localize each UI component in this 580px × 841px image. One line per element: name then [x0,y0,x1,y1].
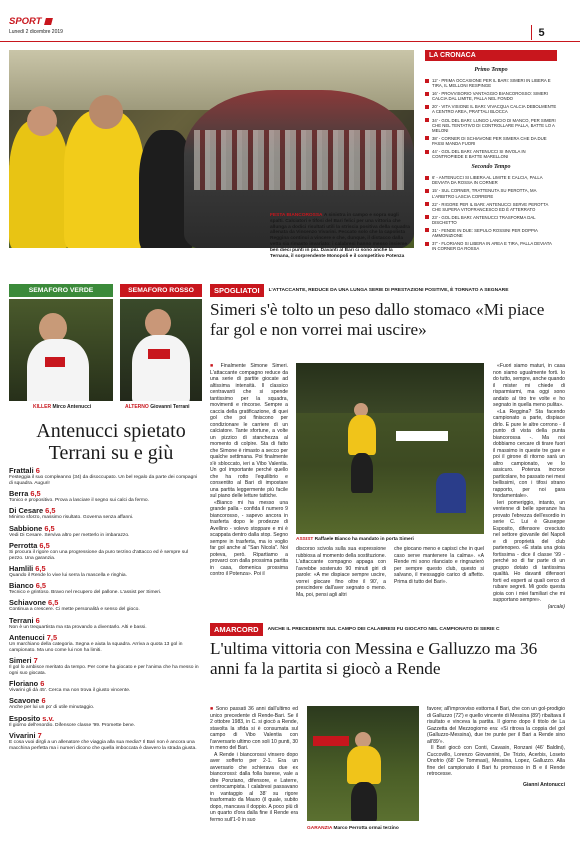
cronaca-text: 38' - CORNER DI SCHIAVONE PER SIMERA CHE DA DUE PASSI MANDA FUORI [432,135,547,146]
ratings-list [9,467,202,755]
article1-col3: che giocano meno e capisci che in quel caso serve mantenere la calma». «A Rende mi sono rilanciato e ringrazierò per sempre questo club, questo si salvano, il messaggio carico di affetto. Prima di tutto del Bari». [394,546,484,585]
rating-item [9,490,202,504]
article2-kicker-row [210,623,558,636]
cronaca-text: 34' - GOL DEL BARI: LUNGO LANCIO DI MANCO, PER SIMERI CHE NEL TENTATIVO DI CONTROLLARE PALLA, BATTE LO A MELONI [432,117,556,133]
player-comment: Tecnico e grintoso. Bravo nel recupero del pallone. L'assist per Simeri. [9,590,162,596]
article1-kicker: SPOGLIATOI [210,284,264,297]
player-name: Vivarini [9,730,36,740]
caption-text: A sinistra in campo e sopra sugli spalti. Calciatori e tifosi del Bari felici per una vittoria che allunga a dodici risultati utili la striscia positiva della squadra allenata da Vincenzo Vivarini. Peccato solo che la capolista Reggina continui a vincere e che, dunque, il distacco dalla vetta sia rimasto invariato: i calabresi hanno messo insieme ben dieci punti in più. Davanti al Bari ci sono anche la Ternana, il sorprendente Monopoli e il competitivo Potenza [270,213,410,259]
rating-player [9,617,202,625]
rating-item [9,697,202,711]
cronaca-item [425,241,557,251]
rating-item [9,467,202,486]
rating-item [9,525,202,539]
cronaca-box [425,50,557,278]
garanzia-text: Marco Perrotta ormai terzino [333,826,399,831]
rating-item [9,657,202,676]
player-score: 6,5 [45,506,56,516]
player-score: 7 [33,656,38,666]
cronaca-item [425,104,557,114]
article1-kicker-row [210,284,558,297]
player-name: Frattali [9,466,34,475]
bullet-icon [425,92,429,96]
assist-tag: ASSIST [296,537,314,542]
rating-item [9,542,202,561]
cronaca-text: 16' - PROVVISORIO VANTAGGIO BIANCOROSSO: SIMERI CALCIA DAL LIMITE, PALLA NEL FONDO [432,91,548,102]
player-name: Sabbione [9,523,43,533]
cronaca-item [425,215,557,225]
brand-logo: SPORT [9,16,42,27]
player-name: Schiavone [9,598,46,608]
player-score: 6,5 [30,489,41,498]
second-half-list [425,175,557,251]
rating-item [9,732,202,751]
killer-photo [9,299,113,401]
ratings-title: Antenucci spietato Terrani su e giù [36,420,186,464]
player-comment: Il gol lo ambisce meritato da tempo. Per come ha giocato e per l'anima che ha messo in ogni suo giocata. [9,665,199,676]
cronaca-item [425,149,557,159]
bullet-icon [425,176,429,180]
cronaca-text: 20' - VITA VISIONE IL BARI: VIVACQUA CALCIA DEBOLMENTE A CENTRO AREA, PRATTALI BLOCCA [432,104,557,115]
cronaca-item [425,188,557,198]
player-score: 6 [41,696,46,706]
assist-text: Raffaele Bianco ha mandato in porta Simeri [314,537,414,542]
player-comment: Non è un trequartista ma sta provando a diventarlo. Alti e bassi. [9,624,147,630]
cronaca-text: 44' - GOL DEL BARI: ANTENUCCI SI INVOLA IN CONTROPIEDE E BATTE MARELLONI [432,149,526,160]
player-score: 6,5 [48,598,59,608]
rating-item [9,680,202,694]
bullet-icon [425,242,429,246]
player-score: 6 [35,615,40,625]
article2-kicker-sub: ANCHE IL PRECEDENTE SUL CAMPO DEI CALABRESI FU GIOCATO NEL CAMPIONATO DI SERIE C [267,627,500,632]
rating-player [9,490,202,498]
cronaca-item [425,228,557,238]
rating-player [9,467,202,475]
semaforo-verde-label: SEMAFORO VERDE [9,284,113,297]
player-comment: E cosa vuoi dirgli a un allenatore che viaggia alla sua media? Il Bari non è ancora una macchina perfetta ma i numeri dicono che quella imboccata è davvero la strada giusta. [9,739,197,751]
bullet-icon [425,215,429,219]
player-score: 6,5 [35,563,46,573]
cronaca-text: 37' - FLORIANO SI LIBERA IN AREA E TIRA, PALLA DEVIATA IN CORNER DA ROSSA [432,241,552,252]
alterno-photo [120,299,202,401]
cronaca-item [425,202,557,212]
rating-item [9,599,202,613]
rating-player [9,634,202,642]
bullet-icon [425,189,429,193]
cronaca-title: LA CRONACA [425,50,557,61]
killer-tag: KILLER [33,404,52,410]
player-comment: Quando il Rende lo vive lui serra la mascella e ringhia. [9,572,127,578]
player-score: 6,5 [39,540,50,550]
page-number-box [531,25,551,40]
bullet-icon [425,228,429,232]
rating-player [9,715,202,723]
cronaca-text: 6' - ANTENUCCI SI LIBERA AL LIMITE E CALCIA, PALLA DEVIATA DA ROSSA IN CORNER [432,175,543,186]
player-comment: Anche per lui un po' di utile minutaggio. [9,705,95,711]
rating-item [9,715,202,729]
player-comment: Si procura il rigore con una progressione da puro terzino d'attacco ed è sempre sul pezzo. Una garanzia. [9,549,188,561]
player-score: 7 [37,730,42,740]
brand-logo-mark [44,18,53,25]
bullet-icon [425,136,429,140]
player-comment: Vivarini gli dà 45'. Cerca ma non trova il giusto vincente. [9,688,131,694]
first-half-label: Primo Tempo [474,67,508,73]
player-score: 6 [40,679,45,689]
rating-player [9,542,202,550]
player-comment: Vedi Di Cesare. Serviva altro per metterlo in imbarazzo. [9,532,130,538]
first-half-list [425,78,557,159]
cronaca-text: 31' - FENDE IN DUE: SEPULO ROSSINI PER DOPPIA AMMONIZIONE [432,227,538,239]
cronaca-text: 23' - GOL DEL BARI: ANTENUCCI TRASFORMA DAL DISCHETTO [432,214,536,225]
killer-caption [33,404,91,410]
bullet-icon [425,150,429,154]
rating-player [9,582,202,590]
alterno-tag: ALTERNO [125,404,149,410]
player-score: 7,5 [46,633,58,643]
article2-col1: ■ Sono passati 36 anni dall'ultimo ed unico precedente di Rende-Bari. Se il 2 ottobre 1983, in C. si giocò a Rende, stavolta la sfida si è consumata sul campo di Vibo Valentia con l'avversario ultimo con soli 10 punti, 30 in meno del Bari. A Rende i biancorossi vinsero dopo aver sofferto per 2-1. Era un avversario che schierava due ex biancorossi: dalla folla barese, vale a dire Ponziano, difensore, e Laterre, centrocampista. I calabresi passavano in vantaggio al 38' su rigore trasformato da Mauro (il quale, subito dopo, mancava il doppio. A poco più di un quarto d'ora dalla fine il Rende era fermo sull'1-0 in suo [210,706,298,823]
player-name: Hamlili [9,563,34,573]
cronaca-text: 15' - SUL CORNER, TRATTENUTA SU PEROTTA, MA L'ARBITRO LASCIA CORRERE [432,188,537,199]
player-name: Floriano [9,679,39,689]
killer-name: Mirco Antenucci [52,404,92,410]
player-comment: Tonico e propositivo. Prova a lasciare il segno sui calci da fermo. [9,498,149,503]
cronaca-text: 12' - PRIMA OCCASIONE PER IL BARI: SIMERI IN LIBERA E TIRA, IL MELLONI RESPINGE [432,78,551,89]
bullet-icon [425,202,429,206]
rating-item [9,617,202,631]
bullet-icon [425,79,429,83]
article1-photo-caption [296,537,414,542]
rating-player [9,680,202,688]
player-score: 6,5 [44,523,55,533]
rating-player [9,657,202,665]
bullet-icon [425,118,429,122]
article2-photo [307,706,419,821]
cronaca-text: 22' - RIGORE PER IL BARI: ANTENUCCI SERVE PEROTTA CHE SUPERA VITOFRANCESCO ED È ATTERRATO [432,201,549,212]
page-header [0,0,580,42]
garanzia-tag: GARANZIA [307,826,333,831]
player-name: Simeri [9,656,32,666]
issue-date: Lunedì 2 dicembre 2019 [9,29,63,35]
cronaca-item [425,118,557,133]
article1-col2: discorso scivola sulla sua espressione rubbiosa al momento della sostituzione. L'attaccante compagno appaga con l'avrebbe sostenuto 90 minuti giri di parole: «A me dispiace sempre uscire, vorrei giocare fino oltre il 90', a prescindere dall'aver segnato o meno. Ma, poi, pensi agli altri [296,546,386,598]
article1-photo [296,363,484,534]
player-name: Bianco [9,581,34,591]
player-comment: Minimo sforzo, massimo risultato. Governa senza affanni. [9,515,134,521]
player-comment: Un marchiano della categoria. Segna e aiuta la squadra. Arriva a quota 13 gol in campionato. Ma uno come lui non ha limiti. [9,642,183,653]
article2-photo-caption [307,826,399,831]
page-number: 5 [538,26,545,39]
cronaca-item [425,91,557,101]
rating-item [9,582,202,596]
alterno-name: Giovanni Terrani [150,404,190,410]
rating-player [9,565,202,573]
player-name: Terrani [9,615,34,625]
article1-headline: Simeri s'è tolto un peso dallo stomaco «Mi piace far gol e non vorrei mai uscire» [210,300,545,339]
rating-player [9,732,202,740]
article1-col1: ■ Finalmente Simone Simeri. L'attaccante compagno reduce da una serie di partite giocate ad altissima intensità. Il classico centravanti che si spende tantissimo per la squadra, movimenti e rincorse. Sempre a caccia della gratificazione, di quei gol che poi finiscono per condizionare le carriere di un calciatore. Tante sfortune, a volte un pizzico di stanchezza al momento di colpire. Sta di fatto che Simone è rimasto a secco per qualche settimana. Poi finalmente s'è sbloccato, ieri a Vibo Valentia. Un gol importante perché quello che ha rotto l'equilibrio e consentito al Bari di impostare una partita leggermente più facile sul piano delle letture tattiche. «Bianco mi ha messo una grande palla - confida il numero 9 biancorosso, - sapevo ancora in trasferta dopo le prodezze di Avellino - volevo stoppare e mi è scappata dentro dalla stop. Segno sempre in trasferta, ma io voglio far gol anche al "San Nicola". Noi poteva, però. Ripartiamo a provarci con dalla prossima partita in casa, domenica prossima contro il Potenza». Poi il [210,363,288,577]
article1-col4: «Fuori siamo maturi, in casa non siamo ugualmente forti. Io do tutto, sempre, anche quando il mister mi chiede di risparmiarmi, ma oggi sono andato al tiro tre volte e ho segnato in quella meno pulita». «La Reggina? Sta facendo campionato a parte, dispiace dirlo. E pure le altre corrono - il punto di vista della punta biancorossa -. Ma noi dobbiamo cercare di tirare fuori il massimo in queste tre gare e poi il girone di ritorno sarà un altro campionato, ve lo assicuro. Potenza incroce particolare, ho passato nei mesi bellissimi, con i tifosi strano rapporto, per noi gara fondamentale». Ieri pomeriggio, intanto, un ventenne di belle speranze ha provato l'ebrezza dell'esordio in serie C. Lui è Giuseppe Esposito, difensore cresciuto nel settore giovanile del Napoli e di proprietà del club partenopeo. «È stata una gioia fortissima - dice il classe '99 - perché so di far parte di un gruppo dotato di tantissima qualità. Ho davanti difensori forti ed esperti ai quali cerco di rubare segreti. Mi godo questa gioia con i miei familiari che mi supportano sempre». (arcale) [493,363,565,610]
player-score: 6,5 [35,581,46,591]
caption-tag: FESTA BIANCOROSSA [270,213,323,218]
bullet-icon [425,105,429,109]
alterno-caption [125,404,190,410]
cronaca-item [425,175,557,185]
article1-kicker-sub: L'ATTACCANTE, REDUCE DA UNA LUNGA SERIE DI PRESTAZIONI POSITIVE, È TORNATO A SEGNARE [268,288,509,293]
player-name: Esposito [9,713,41,723]
rating-item [9,634,202,653]
player-name: Antenucci [9,633,45,643]
article2-col2: favore; all'improvviso esttorna il Bari, che con un gol-prodigio di Galluzzo (72') e quello vincente di Messina (89') ribaltava il risultato e vinceva la partita. Il giorno dopo il titolo de La Gazzetta del Mezzogiorno era: «Si ritrova la coppia del gol (Galluzzo-Messina), due tre punte per il Bari a Rende sino all'89'». Il Bari giocò con Conti, Cavasin, Ronzani (46' Baldini), Cuccovillo, Lorenzo Giovannini, De Trizio, Acerbis, Loseto Onofrio (68' De Tommasi), Messina, Lopez, Galluzzo. Alla fine del campionato il Bari fu promosso in B e il Rende retrocesse. Gianni Antonucci [427,706,565,788]
rating-item [9,565,202,579]
second-half-label: Secondo Tempo [471,164,511,171]
player-comment: Continua a crescere. Ci mette personalità e senso del gioco. [9,607,140,613]
top-photo-caption [270,213,410,259]
semaforo-rosso-label: SEMAFORO ROSSO [120,284,202,297]
player-name: Berra [9,489,29,498]
article2-kicker: AMARCORD [210,623,263,636]
cronaca-item [425,78,557,88]
rating-player [9,525,202,533]
rating-item [9,507,202,521]
article2-headline: L'ultima vittoria con Messina e Galluzzo ma 36 anni fa la partita si giocò a Rende [210,639,538,678]
player-name: Perrotta [9,540,38,550]
cronaca-item [425,136,557,146]
player-score: 6 [35,466,40,475]
player-comment: Festeggia il suo compleanno (34) da disoccupato. Un bel regalo da parte dei compagni di squadra. Auguri! [9,475,198,486]
player-name: Scavone [9,696,40,706]
player-comment: Il giorno dell'esordio. Difensore classe '99. Promette bene. [9,722,136,728]
player-score: s.v. [42,713,55,723]
player-name: Di Cesare [9,506,44,516]
